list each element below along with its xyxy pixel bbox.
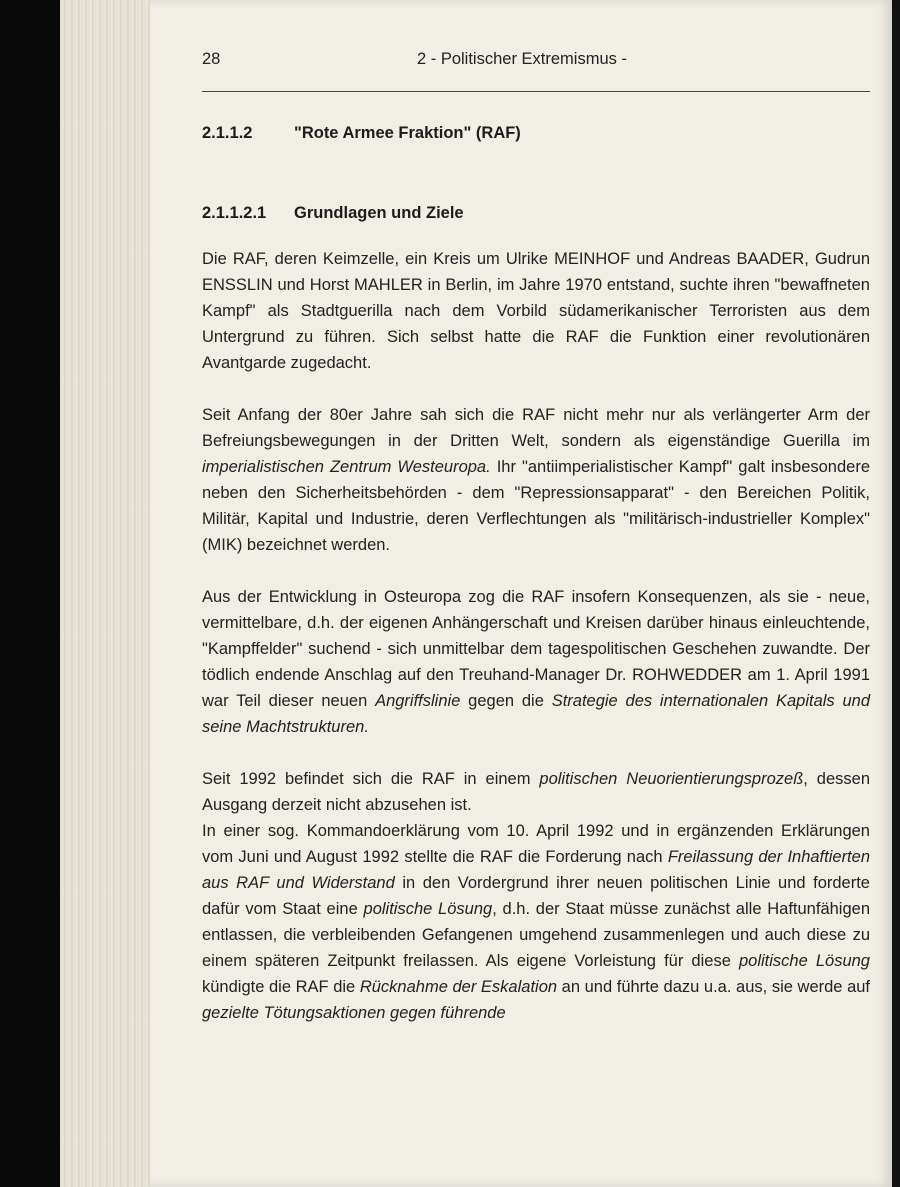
page-number: 28 <box>202 50 221 68</box>
chapter-title: 2 - Politischer Extremismus - <box>417 50 627 68</box>
subsection-number: 2.1.1.2.1 <box>202 204 267 222</box>
subsection-title: Grundlagen und Ziele <box>294 204 464 222</box>
paragraph-4: Seit 1992 befindet sich die RAF in einem politischen Neuorientierungsprozeß, dessen Ausgang derzeit nicht abzusehen ist. <box>202 770 871 814</box>
section-heading <box>202 124 521 143</box>
header-rule <box>202 91 870 92</box>
paragraph-3: Aus der Entwicklung in Osteuropa zog die RAF insofern Konsequenzen, als sie - neue, vermittelbare, d.h. der eigenen Anhängerschaft und Kreisen darüber hinaus einleuchtende, "Kampffelder" suchend - sich unmittelbar dem tagespolitischen Geschehen zuwandte. Der tödlich endende Anschlag auf den Treuhand-Manager Dr. ROHWEDDER am 1. April 1991 war Teil dieser neuen Angriffslinie gegen die Strategie des internationalen Kapitals und seine Machtstrukturen. <box>202 588 871 736</box>
section-number: 2.1.1.2 <box>202 124 253 142</box>
paragraph-1: Die RAF, deren Keimzelle, ein Kreis um Ulrike MEINHOF und Andreas BAADER, Gudrun ENSSLIN und Horst MAHLER in Berlin, im Jahre 1970 entstand, suchte ihren "bewaffneten Kampf" als Stadtguerilla nach dem Vorbild südamerikanischer Terroristen aus dem Untergrund zu führen. Sich selbst hatte die RAF die Funktion einer revolutionären Avantgarde zugedacht. <box>202 250 870 372</box>
scan-border <box>892 0 900 1187</box>
paragraph-5: In einer sog. Kommandoerklärung vom 10. April 1992 und in ergänzenden Erklärungen vom Juni und August 1992 stellte die RAF die Forderung nach Freilassung der Inhaftierten aus RAF und Widerstand in den Vordergrund ihrer neuen politischen Linie und forderte dafür vom Staat eine politische Lösung, d.h. der Staat müsse zunächst alle Haftunfähigen entlassen, die verbleibenden Gefangenen umgehend zusammenlegen und auch diese zu einem späteren Zeitpunkt freilassen. Als eigene Vorleistung für diese politische Lösung kündigte die RAF die Rücknahme der Eskalation an und führte dazu u.a. aus, sie werde auf gezielte Tötungsaktionen gegen führende <box>202 822 871 1022</box>
section-title: "Rote Armee Fraktion" (RAF) <box>294 124 521 142</box>
subsection-heading <box>202 204 464 223</box>
paragraph-2: Seit Anfang der 80er Jahre sah sich die RAF nicht mehr nur als verlängerter Arm der Befreiungsbewegungen in der Dritten Welt, sondern als eigenständige Guerilla im imperialistischen Zentrum Westeuropa. Ihr "antiimperialistischer Kampf" galt insbesondere neben den Sicherheitsbehörden - dem "Repressionsapparat" - den Bereichen Politik, Militär, Kapital und Industrie, deren Verflechtungen als "militärisch-industrieller Komplex" (MIK) bezeichnet werden. <box>202 406 871 554</box>
body-text <box>202 246 870 1026</box>
